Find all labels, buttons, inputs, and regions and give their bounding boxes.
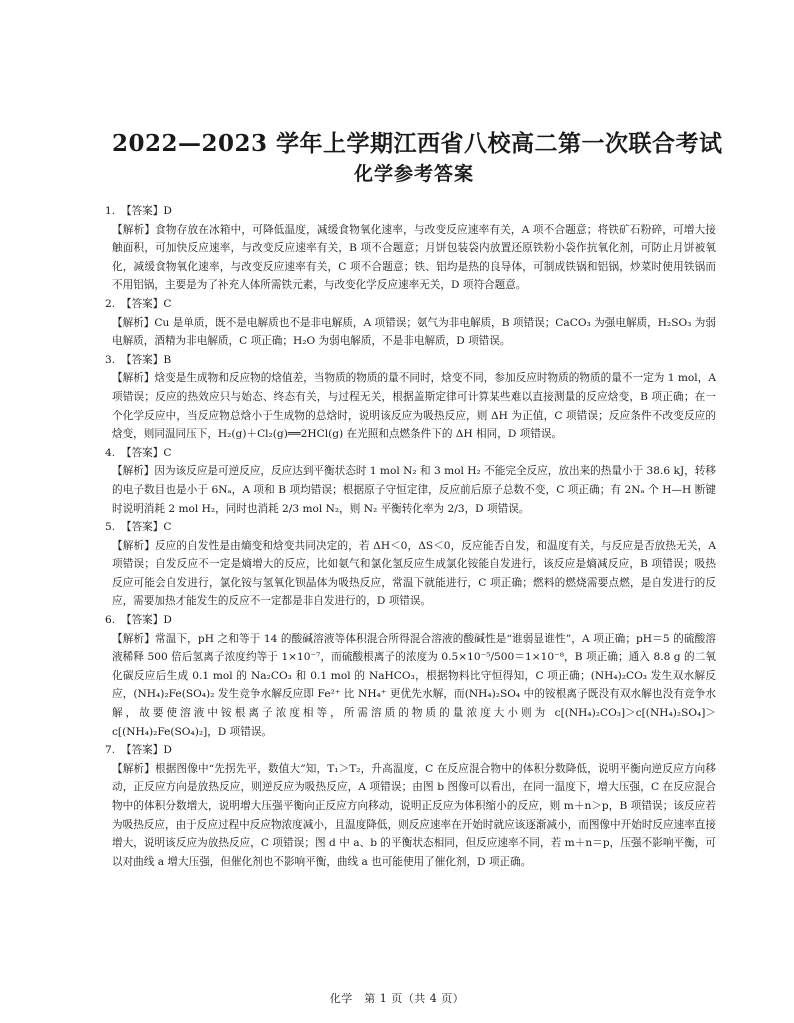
question-number: 4. [105, 446, 116, 459]
answer-line [105, 444, 716, 463]
question-number: 7. [105, 744, 116, 757]
question-item-3 [105, 351, 716, 444]
question-number: 6. [105, 614, 116, 627]
question-item-5 [105, 518, 716, 611]
question-number: 1. [105, 205, 116, 217]
explanation-text: 【解析】根据图像中“先拐先平，数值大”知，T₁＞T₂，升高温度，C 在反应混合物中的体积分数降低，说明平衡向逆反应方向移动，正反应方向是放热反应，则逆反应为吸热反应，A 项错误；由图 b 图像可以看出，在同一温度下，增大压强，C 在反应混合物中的体积分数增大，说明增大压强平衡向正反应方向移动，说明正反应为体积缩小的反应，则 m＋n＞p，B 项错误；该反应若为吸热反应，由于反应过程中反应物浓度减小，且温度降低，则反应速率在开始时就应该逐渐减小，而图像中开始时反应速率直接增大，说明该反应为放热反应，C 项错误；图 d 中 a、b 的平衡状态相同，但反应速率不同，若 m＋n＝p，压强不影响平衡，可以对曲线 a 增大压强，但催化剂也不影响平衡，曲线 a 也可能使用了催化剂，D 项正确。 [112, 762, 716, 868]
answer-text: 【答案】C [121, 521, 172, 534]
question-number: 3. [105, 353, 116, 366]
answer-text: 【答案】D [121, 744, 172, 757]
answer-line [105, 295, 716, 314]
answer-text: 【答案】D [121, 205, 172, 217]
question-item-7 [105, 741, 716, 871]
page-title: 2022—2023 学年上学期江西省八校高二第一次联合考试 [112, 130, 723, 157]
question-item-1 [105, 202, 716, 295]
question-item-2 [105, 295, 716, 351]
answer-text: 【答案】B [121, 353, 172, 366]
answer-line [105, 741, 716, 760]
question-item-6 [105, 611, 716, 741]
answer-line [105, 518, 716, 537]
answer-line [105, 611, 716, 630]
question-number: 5. [105, 521, 116, 534]
answer-text: 【答案】C [121, 446, 172, 459]
question-number: 2. [105, 297, 116, 310]
answer-text: 【答案】C [121, 297, 172, 310]
page-subtitle: 化学参考答案 [353, 163, 474, 185]
explanation-text: 【解析】反应的自发性是由熵变和焓变共同决定的，若 ΔH＜0，ΔS＜0，反应能否自发，和温度有关，与反应是否放热无关，A 项错误；自发反应不一定是熵增大的反应，比如氨气和氯化氢反应生成氯化铵能自发进行，该反应是熵减反应，B 项错误；吸热反应可能会自发进行，氯化铵与氢氧化钡晶体为吸热反应，常温下就能进行，C 项正确；燃料的燃烧需要点燃，是自发进行的反应，需要加热才能发生的反应不一定都是非自发进行的，D 项错误。 [112, 539, 716, 608]
explanation-text: 【解析】因为该反应是可逆反应，反应达到平衡状态时 1 mol N₂ 和 3 mol H₂ 不能完全反应，放出来的热量小于 38.6 kJ，转移的电子数目也是小于 6Nₐ，A 项和 B 项均错误；根据原子守恒定律，反应前后原子总数不变，C 项正确；有 2Nₐ 个 H—H 断键时说明消耗 2 mol H₂，同时也消耗 2/3 mol N₂，则 N₂ 平衡转化率为 2/3，D 项错误。 [112, 465, 716, 515]
answer-line [105, 351, 716, 370]
answer-line [105, 202, 716, 221]
page-footer: 化学 第 1 页（共 4 页） [329, 992, 465, 1005]
answer-text: 【答案】D [121, 614, 172, 627]
explanation-text: 【解析】Cu 是单质，既不是电解质也不是非电解质，A 项错误；氨气为非电解质，B 项错误；CaCO₃ 为强电解质，H₂SO₃ 为弱电解质，酒精为非电解质，C 项正确；H₂O 为弱电解质，不是非电解质，D 项错误。 [112, 316, 716, 348]
explanation-text: 【解析】常温下，pH 之和等于 14 的酸碱溶液等体积混合所得混合溶液的酸碱性是“谁弱显谁性”，A 项正确；pH＝5 的硫酸溶液稀释 500 倍后氢离子浓度约等于 1×10⁻⁷，而硫酸根离子的浓度为 0.5×10⁻⁵/500＝1×10⁻⁸，B 项正确；通入 8.8 g 的二氧化碳反应后生成 0.1 mol 的 Na₂CO₃ 和 0.1 mol 的 NaHCO₃，根据物料比守恒得知，C 项正确；(NH₄)₂CO₃ 发生双水解反应，(NH₄)₂Fe(SO₄)₂ 发生竞争水解反应即 Fe²⁺ 比 NH₄⁺ 更优先水解，而(NH₄)₂SO₄ 中的铵根离子既没有双水解也没有竞争水解，故要使溶液中铵根离子浓度相等，所需溶质的物质的量浓度大小则为 c[(NH₄)₂CO₃]＞c[(NH₄)₂SO₄]＞c[(NH₄)₂Fe(SO₄)₂]，D 项错误。 [112, 632, 716, 738]
explanation-text: 【解析】食物存放在冰箱中，可降低温度，减缓食物氧化速率，与改变反应速率有关，A 项不合题意；将铁矿石粉碎，可增大接触面积，可加快反应速率，与改变反应速率有关，B 项不合题意；月饼包装袋内放置还原铁粉小袋作抗氧化剂，可防止月饼被氧化，减缓食物氧化速率，与改变反应速率有关，C 项不合题意；铁、铝均是热的良导体，可制成铁锅和铝锅，炒菜时使用铁锅而不用铝锅，主要是为了补充人体所需铁元素，与改变化学反应速率无关，D 项符合题意。 [112, 223, 716, 292]
question-item-4 [105, 444, 716, 518]
explanation-text: 【解析】焓变是生成物和反应物的焓值差，当物质的物质的量不同时，焓变不同，参加反应时物质的物质的量不一定为 1 mol，A 项错误；反应的热效应只与始态、终态有关，与过程无关，根据盖斯定律可计算某些难以直接测量的反应焓变，B 项正确；在一个化学反应中，当反应物总焓小于生成物的总焓时，说明该反应为吸热反应，则 ΔH 为正值，C 项错误；反应条件不改变反应的焓变，则同温同压下，H₂(g)＋Cl₂(g)══2HCl(g) 在光照和点燃条件下的 ΔH 相同，D 项错误。 [112, 372, 716, 441]
